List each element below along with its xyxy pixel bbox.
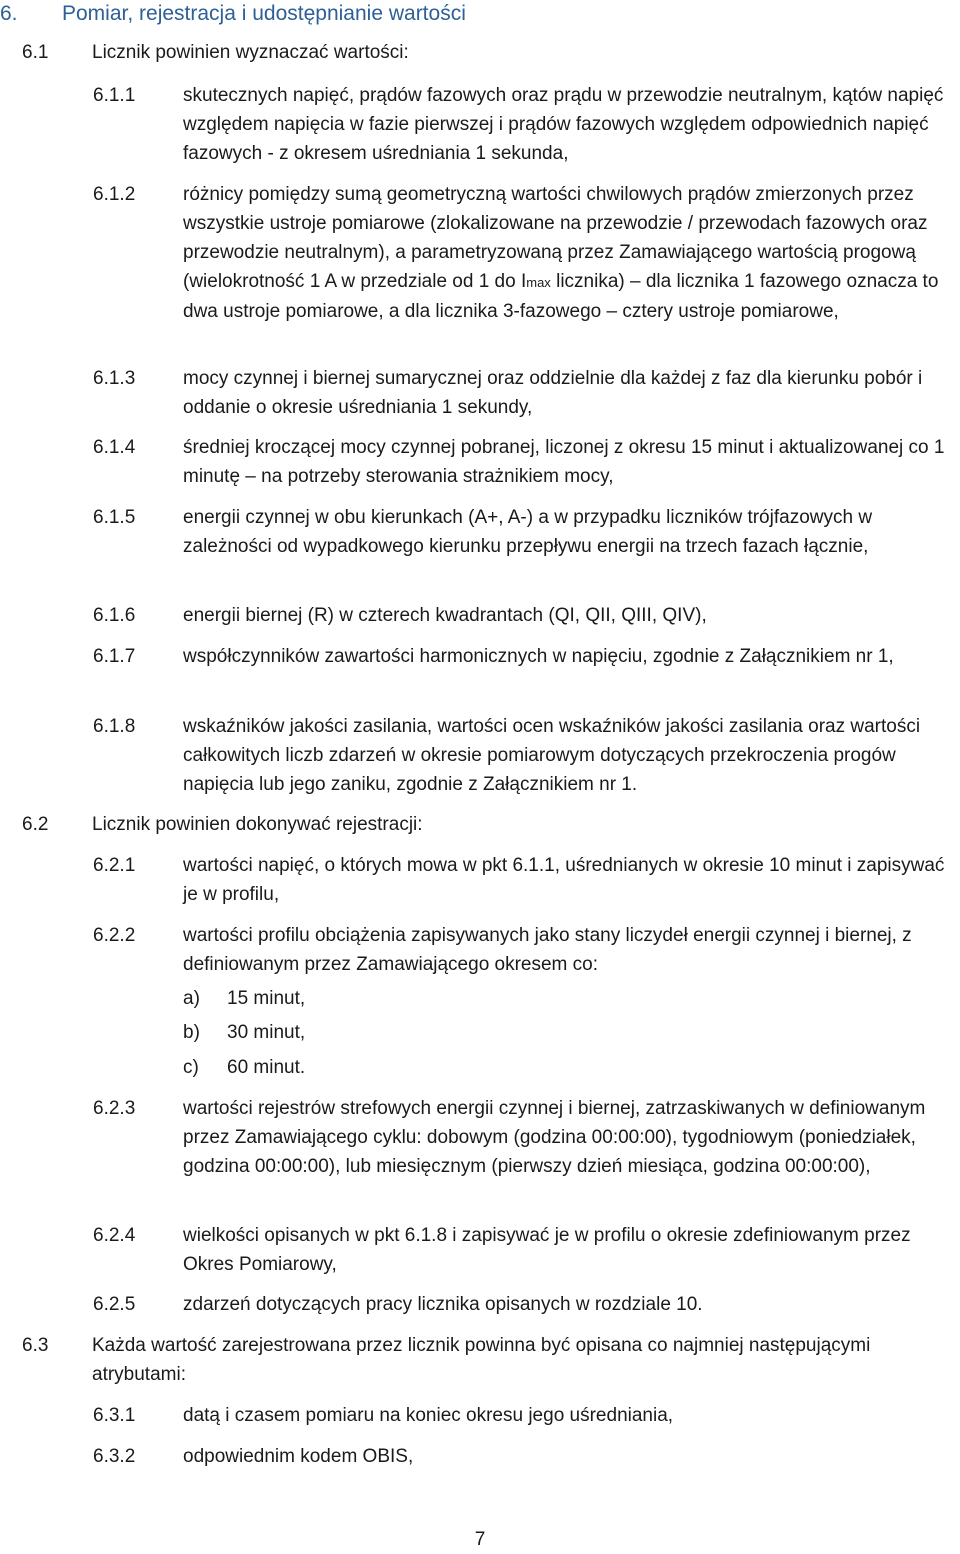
section-number: 6.2 xyxy=(22,814,49,835)
section-6-3 xyxy=(22,1331,960,1389)
item-6-1-6 xyxy=(93,601,956,630)
item-6-2-5 xyxy=(93,1290,956,1319)
item-text: wartości rejestrów strefowych energii czynnej i biernej, zatrzaskiwanych w definiowanym przez Zamawiającego cyklu: dobowym (godzina 00:00:00), tygodniowym (poniedziałek, godzina 00:00:00), lub miesięcznym (pierwszy dzień miesiąca, godzina 00:00:00), xyxy=(183,1098,926,1177)
item-number: 6.2.2 xyxy=(93,925,136,946)
item-number: 6.1.8 xyxy=(93,716,136,737)
item-text: odpowiednim kodem OBIS, xyxy=(183,1446,414,1467)
subitem-text: 15 minut, xyxy=(227,988,306,1009)
section-number: 6.1 xyxy=(22,42,49,63)
item-6-1-8 xyxy=(93,712,956,799)
subitem-label: c) xyxy=(183,1057,199,1078)
item-text xyxy=(183,180,956,326)
item-number: 6.1.7 xyxy=(93,646,136,667)
item-text: datą i czasem pomiaru na koniec okresu jego uśredniania, xyxy=(183,1405,674,1426)
item-text: zdarzeń dotyczących pracy licznika opisanych w rozdziale 10. xyxy=(183,1294,703,1315)
section-text: Licznik powinien wyznaczać wartości: xyxy=(92,42,409,63)
item-text: współczynników zawartości harmonicznych w napięciu, zgodnie z Załącznikiem nr 1, xyxy=(183,646,894,667)
subitem-label: b) xyxy=(183,1022,200,1043)
item-6-2-4 xyxy=(93,1221,956,1279)
section-6-1 xyxy=(22,38,960,67)
section-number: 6.3 xyxy=(22,1335,49,1356)
subitem-label: a) xyxy=(183,988,200,1009)
item-text: wartości profilu obciążenia zapisywanych jako stany liczydeł energii czynnej i biernej, z definiowanym przez Zamawiającego okresem co: xyxy=(183,925,912,975)
subitem-c xyxy=(183,1053,305,1082)
item-number: 6.3.1 xyxy=(93,1405,136,1426)
item-6-1-3 xyxy=(93,364,956,422)
chapter-heading xyxy=(0,0,466,28)
item-text: energii czynnej w obu kierunkach (A+, A-) a w przypadku liczników trójfazowych w zależności od wypadkowego kierunku przepływu energii na trzech fazach łącznie, xyxy=(183,507,873,557)
item-number: 6.2.5 xyxy=(93,1294,136,1315)
item-number: 6.2.3 xyxy=(93,1098,136,1119)
item-number: 6.1.5 xyxy=(93,507,136,528)
item-6-2-1 xyxy=(93,851,956,909)
imax-subscript: max xyxy=(526,275,551,290)
subitem-a xyxy=(183,984,305,1013)
page-number: 7 xyxy=(474,1529,486,1550)
section-text: Każda wartość zarejestrowana przez licznik powinna być opisana co najmniej następującymi atrybutami: xyxy=(92,1335,871,1385)
item-number: 6.1.4 xyxy=(93,437,136,458)
item-number: 6.1.2 xyxy=(93,184,136,205)
item-number: 6.2.4 xyxy=(93,1225,136,1246)
item-text-part: licznika) – dla licznika 1 fazowego oznacza to dwa ustroje pomiarowe, a dla licznika 3-fazowego – cztery ustroje pomiarowe, xyxy=(183,271,939,322)
item-6-1-2 xyxy=(93,180,956,326)
item-number: 6.3.2 xyxy=(93,1446,136,1467)
section-text: Licznik powinien dokonywać rejestracji: xyxy=(92,814,423,835)
item-6-1-1 xyxy=(93,81,956,168)
item-text: wskaźników jakości zasilania, wartości ocen wskaźników jakości zasilania oraz wartości całkowitych liczb zdarzeń w okresie pomiarowym dotyczących przekroczenia progów napięcia lub jego zaniku, zgodnie z Załącznikiem nr 1. xyxy=(183,716,921,795)
item-6-2-3 xyxy=(93,1094,956,1181)
item-text: średniej kroczącej mocy czynnej pobranej, liczonej z okresu 15 minut i aktualizowanej co 1 minutę – na potrzeby sterowania strażnikiem mocy, xyxy=(183,437,945,487)
item-6-1-7 xyxy=(93,642,956,671)
item-6-3-1 xyxy=(93,1401,956,1430)
section-6-2 xyxy=(22,810,960,839)
item-text: skutecznych napięć, prądów fazowych oraz prądu w przewodzie neutralnym, kątów napięć względem napięcia w fazie pierwszej i prądów fazowych względem odpowiednich napięć fazowych - z okresem uśredniania 1 sekunda, xyxy=(183,85,944,164)
item-number: 6.2.1 xyxy=(93,855,136,876)
item-6-3-2 xyxy=(93,1442,956,1471)
chapter-title: Pomiar, rejestracja i udostępnianie wartości xyxy=(62,2,466,25)
item-6-2-2 xyxy=(93,921,956,979)
item-text: wielkości opisanych w pkt 6.1.8 i zapisywać je w profilu o okresie zdefiniowanym przez Okres Pomiarowy, xyxy=(183,1225,911,1275)
subitem-b xyxy=(183,1018,305,1047)
item-text: wartości napięć, o których mowa w pkt 6.1.1, uśrednianych w okresie 10 minut i zapisywać je w profilu, xyxy=(183,855,945,905)
item-text: energii biernej (R) w czterech kwadrantach (QI, QII, QIII, QIV), xyxy=(183,605,707,626)
subitem-text: 60 minut. xyxy=(227,1057,306,1078)
item-number: 6.1.3 xyxy=(93,368,136,389)
item-number: 6.1.6 xyxy=(93,605,136,626)
item-6-1-4 xyxy=(93,433,956,491)
subitem-text: 30 minut, xyxy=(227,1022,306,1043)
item-number: 6.1.1 xyxy=(93,85,136,106)
chapter-number: 6. xyxy=(0,2,18,25)
item-6-1-5 xyxy=(93,503,956,561)
item-text-part: różnicy pomiędzy sumą geometryczną wartości chwilowych prądów zmierzonych przez wszystkie ustroje pomiarowe (zlokalizowane na przewodzie / przewodach fazowych oraz przewodzie neutralnym), a parametryzowaną przez Zamawiającego wartością progową (wielokrotność 1 A w przedziale od 1 do I xyxy=(183,184,928,292)
item-text: mocy czynnej i biernej sumarycznej oraz oddzielnie dla każdej z faz dla kierunku pobór i oddanie o okresie uśredniania 1 sekundy, xyxy=(183,368,923,418)
